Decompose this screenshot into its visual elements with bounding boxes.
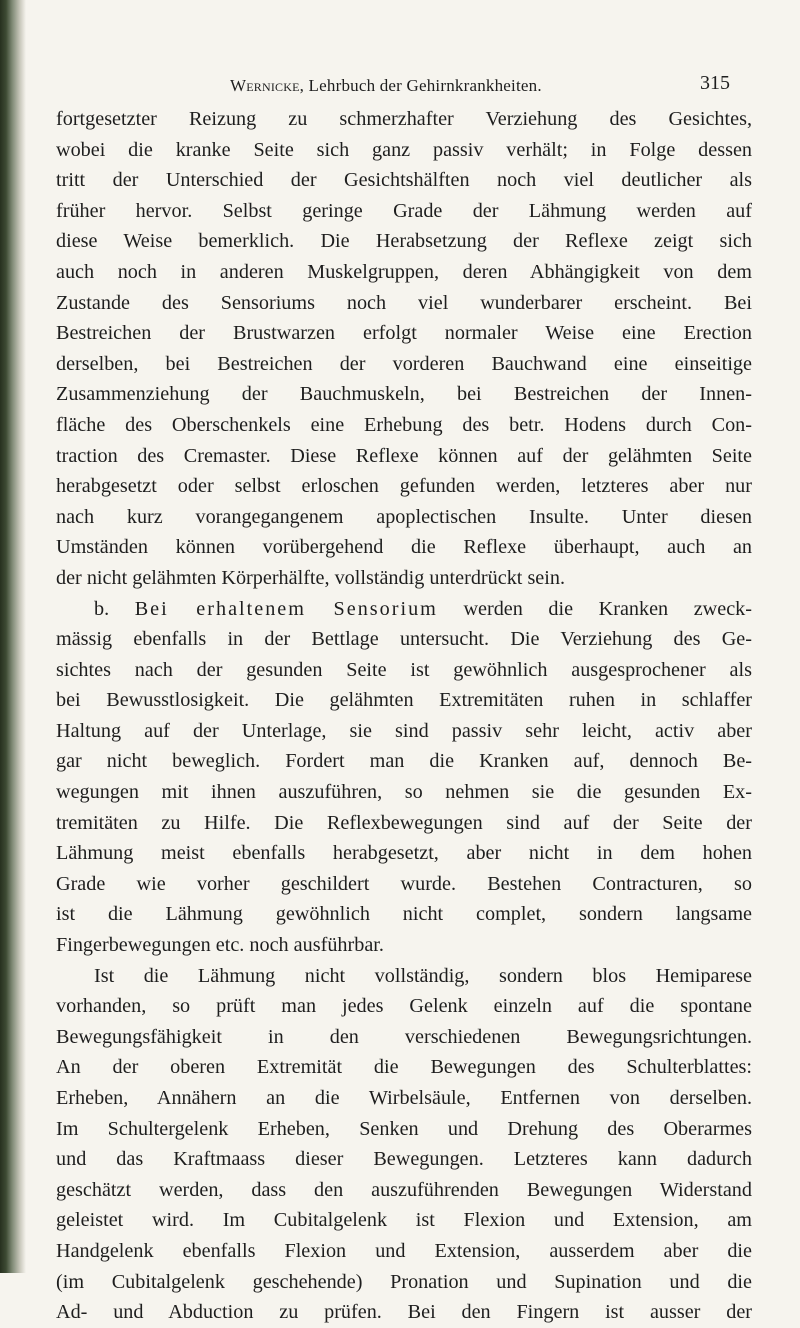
text-line: vorhanden, so prüft man jedes Gelenk einzeln auf die spontane [56,995,752,1018]
text-line: und das Kraftmaass dieser Bewegungen. Letzteres kann dadurch [56,1148,752,1171]
text-line: sichtes nach der gesunden Seite ist gewöhnlich ausgesprochener als [56,658,752,681]
text-line: derselben, bei Bestreichen der vorderen Bauchwand eine einseitige [56,352,752,375]
text-line: Haltung auf der Unterlage, sie sind passiv sehr leicht, activ aber [56,719,752,742]
page-number: 315 [700,72,730,94]
text-line: Umständen können vorübergehend die Reflexe überhaupt, auch an [56,536,752,559]
text-line: Ad- und Abduction zu prüfen. Bei den Fingern ist ausser der [56,1301,752,1324]
text-line: traction des Cremaster. Diese Reflexe können auf der gelähmten Seite [56,444,752,467]
text-line: geleistet wird. Im Cubitalgelenk ist Flexion und Extension, am [56,1209,752,1232]
text-line: Fingerbewegungen etc. noch ausführbar. [56,934,384,957]
text-line: Zustande des Sensoriums noch viel wunderbarer erscheint. Bei [56,291,752,314]
text-line: früher hervor. Selbst geringe Grade der Lähmung werden auf [56,199,752,222]
text-line: Zusammenziehung der Bauchmuskeln, bei Bestreichen der Innen- [56,383,752,406]
text-line: mässig ebenfalls in der Bettlage untersucht. Die Verziehung des Ge- [56,628,752,651]
subsection-emphasis: Bei erhaltenem Sensorium [134,597,438,620]
text-line: Bestreichen der Brustwarzen erfolgt normaler Weise eine Erection [56,322,752,345]
text-line: der nicht gelähmten Körperhälfte, vollständig unterdrückt sein. [56,566,566,589]
text-line: nach kurz vorangegangenem apoplectischen Insulte. Unter diesen [56,505,752,528]
subsection-heading-line [56,594,752,625]
text-line: herabgesetzt oder selbst erloschen gefunden werden, letzteres aber nur [56,475,752,498]
text-line: geschätzt werden, dass den auszuführenden Bewegungen Widerstand [56,1178,752,1201]
text-line: ist die Lähmung gewöhnlich nicht complet, sondern langsame [56,903,752,926]
text-line: Ist die Lähmung nicht vollständig, sondern blos Hemiparese [94,964,752,987]
text-line: diese Weise bemerklich. Die Herabsetzung der Reflexe zeigt sich [56,230,752,253]
text-line: wobei die kranke Seite sich ganz passiv verhält; in Folge dessen [56,138,752,161]
author-name: Wernicke, [230,76,305,95]
text-line: fläche des Oberschenkels eine Erhebung des betr. Hodens durch Con- [56,413,752,436]
text-line: gar nicht beweglich. Fordert man die Kranken auf, dennoch Be- [56,750,752,773]
text-line: Grade wie vorher geschildert wurde. Bestehen Contracturen, so [56,872,752,895]
text-line: Handgelenk ebenfalls Flexion und Extension, ausserdem aber die [56,1239,752,1262]
text-line: Erheben, Annähern an die Wirbelsäule, Entfernen von derselben. [56,1087,752,1109]
text-line: fortgesetzter Reizung zu schmerzhafter Verziehung des Gesichtes, [56,108,752,130]
text-line: Im Schultergelenk Erheben, Senken und Drehung des Oberarmes [56,1117,752,1140]
running-head [230,76,570,96]
text-line: auch noch in anderen Muskelgruppen, deren Abhängigkeit von dem [56,260,752,283]
text-line: tritt der Unterschied der Gesichtshälften noch viel deutlicher als [56,169,752,192]
subsection-label: b. [94,597,110,620]
text-line: wegungen mit ihnen auszuführen, so nehmen sie die gesunden Ex- [56,781,752,804]
binding-edge [0,0,26,1273]
text-line: An der oberen Extremität die Bewegungen des Schulterblattes: [56,1056,752,1079]
subsection-line-rest: werden die Kranken zweck- [437,597,752,620]
text-line: (im Cubitalgelenk geschehende) Pronation und Supination und die [56,1270,752,1293]
body-text [56,104,752,1328]
text-line: Lähmung meist ebenfalls herabgesetzt, aber nicht in dem hohen [56,842,752,865]
text-line: Bewegungsfähigkeit in den verschiedenen Bewegungsrichtungen. [56,1025,752,1048]
book-title: Lehrbuch der Gehirnkrankheiten. [308,76,542,95]
text-line: tremitäten zu Hilfe. Die Reflexbewegungen sind auf der Seite der [56,811,752,834]
text-line: bei Bewusstlosigkeit. Die gelähmten Extremitäten ruhen in schlaffer [56,689,752,712]
